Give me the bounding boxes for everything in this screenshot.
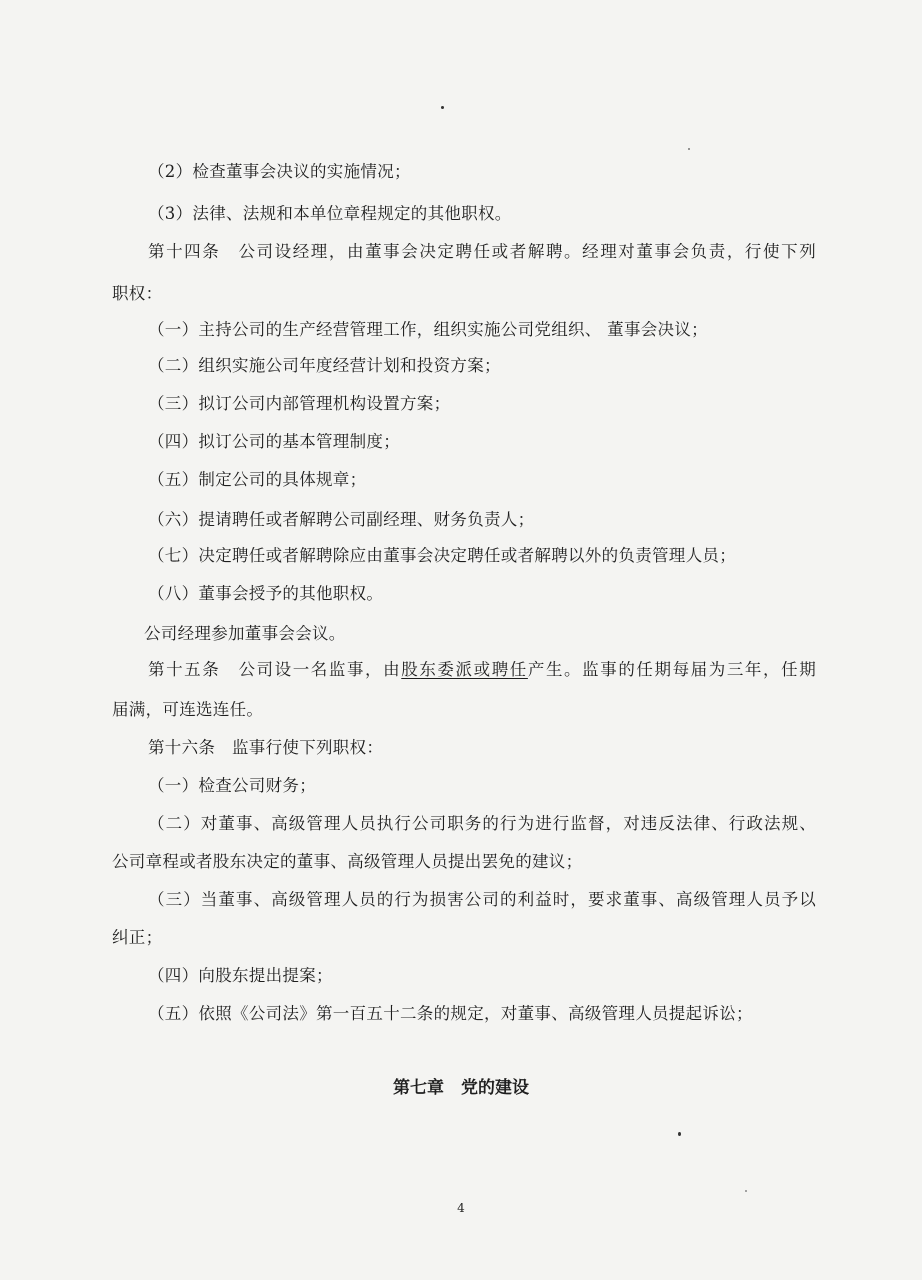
list-item: （六）提请聘任或者解聘公司副经理、财务负责人； xyxy=(148,510,535,529)
list-item: （一）检查公司财务； xyxy=(148,776,316,795)
paragraph-line: 公司经理参加董事会会议。 xyxy=(144,624,346,643)
paragraph-line: （3）法律、法规和本单位章程规定的其他职权。 xyxy=(148,204,512,223)
article-14-line: 第十四条 公司设经理，由董事会决定聘任或者解聘。经理对董事会负责，行使下列 xyxy=(148,242,816,261)
scan-speck xyxy=(678,1132,681,1136)
article-15-line xyxy=(148,658,816,682)
list-item-continuation: 纠正； xyxy=(112,928,163,947)
chapter-heading: 第七章 党的建设 xyxy=(393,1078,529,1098)
list-item: （四）拟订公司的基本管理制度； xyxy=(148,432,400,451)
list-item-continuation: 公司章程或者股东决定的董事、高级管理人员提出罢免的建议； xyxy=(112,852,583,871)
list-item: （八）董事会授予的其他职权。 xyxy=(148,584,384,603)
page-number: 4 xyxy=(457,1201,465,1215)
list-item: （二）组织实施公司年度经营计划和投资方案； xyxy=(148,356,501,375)
list-item: （七）决定聘任或者解聘除应由董事会决定聘任或者解聘以外的负责管理人员； xyxy=(148,546,736,565)
list-item: （五）依照《公司法》第一百五十二条的规定，对董事、高级管理人员提起诉讼； xyxy=(148,1004,753,1023)
scan-speck xyxy=(688,148,690,150)
article-15-line: 届满，可连选连任。 xyxy=(112,700,264,719)
article-14-line: 职权： xyxy=(112,284,163,303)
list-item: （三）当董事、高级管理人员的行为损害公司的利益时，要求董事、高级管理人员予以 xyxy=(148,890,816,909)
article-16-line: 第十六条 监事行使下列职权： xyxy=(148,738,384,757)
scan-speck xyxy=(441,106,444,109)
paragraph-line: （2）检查董事会决议的实施情况； xyxy=(148,162,411,181)
list-item: （五）制定公司的具体规章； xyxy=(148,470,367,489)
article-15-text: 产生。监事的任期每届为三年，任期 xyxy=(527,660,816,679)
scan-speck xyxy=(745,1190,747,1192)
list-item: （三）拟订公司内部管理机构设置方案； xyxy=(148,394,451,413)
article-15-text: 第十五条 公司设一名监事，由 xyxy=(148,660,402,679)
list-item: （一）主持公司的生产经营管理工作，组织实施公司党组织、 董事会决议； xyxy=(148,320,708,339)
list-item: （二）对董事、高级管理人员执行公司职务的行为进行监督，对违反法律、行政法规、 xyxy=(148,814,816,833)
article-15-underlined: 股东委派或聘任 xyxy=(401,660,528,679)
list-item: （四）向股东提出提案； xyxy=(148,966,333,985)
